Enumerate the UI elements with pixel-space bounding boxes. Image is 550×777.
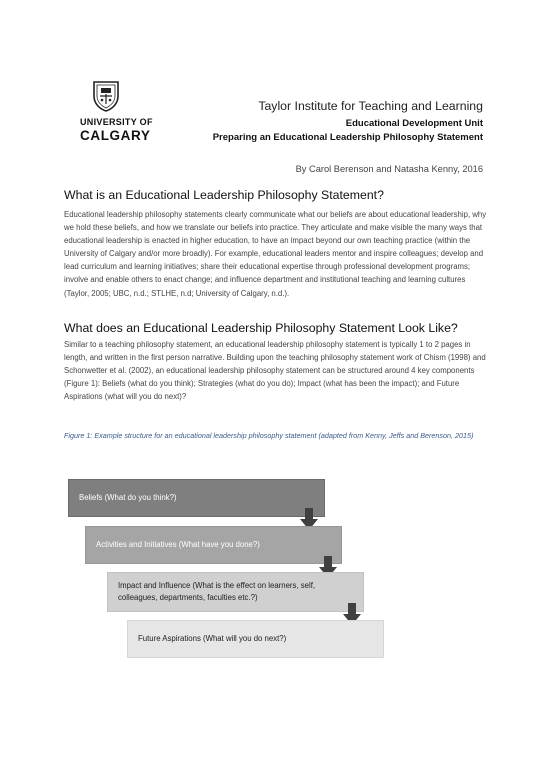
section2-paragraph: Similar to a teaching philosophy statement, an educational leadership philosophy statement is typically 1 to 2 pages in length, and written in the first person narrative. Building upon the teaching philosophy statement work of Chism (1998) and Schonwetter et al. (2002), an educational leadership philosophy statement can be structured around 4 key components (Figure 1): Beliefs (what do you think); Strategies (what do you do); Impact (what has been the impact); and Future Aspirations (what will you do next)?: [64, 340, 486, 402]
step-activities-label: Activities and Initiatives (What have you done?): [96, 540, 260, 549]
section1-paragraph: Educational leadership philosophy statements clearly communicate what our beliefs are about educational leadership, why we hold these beliefs, and how we translate our beliefs into practice. They articulate and make visible the many ways that educational leadership is enacted in higher education, to have an impact beyond our own teaching practice (within the University of Calgary and/or more broadly). For example, educational leaders mentor and inspire colleagues; develop and lead curriculum and learning initiatives; share their educational expertise through professional development programs; involve and enable others to enact change; and influence department and institutional teaching and learning cultures (Taylor, 2005; UBC, n.d.; STLHE, n.d; University of Calgary, n.d.).: [64, 210, 487, 298]
step-beliefs-box: [68, 479, 325, 517]
university-crest-icon: [92, 80, 120, 112]
section2-heading: What does an Educational Leadership Philosophy Statement Look Like?: [64, 321, 458, 335]
step-future-box: [127, 620, 384, 658]
section1-heading: What is an Educational Leadership Philosophy Statement?: [64, 188, 384, 202]
step-activities-box: [85, 526, 342, 564]
unit-name: Educational Development Unit: [345, 118, 483, 129]
institute-name: Taylor Institute for Teaching and Learning: [258, 99, 483, 113]
step-future-label: Future Aspirations (What will you do next?): [138, 634, 287, 643]
logo-text-line2: CALGARY: [80, 128, 151, 143]
step-impact-label: Impact and Influence (What is the effect on learners, self, colleagues, departments, faculties etc.?): [118, 581, 316, 602]
logo-text-line1: UNIVERSITY OF: [80, 117, 153, 127]
document-subtitle: Preparing an Educational Leadership Philosophy Statement: [212, 132, 483, 143]
university-logo: [80, 80, 153, 143]
step-beliefs-label: Beliefs (What do you think?): [79, 493, 177, 502]
author-byline: By Carol Berenson and Natasha Kenny, 2016: [295, 164, 483, 174]
step-impact-box: [107, 572, 364, 612]
figure-caption: Figure 1: Example structure for an educational leadership philosophy statement (adapted from Kenny, Jeffs and Berenson, 2015): [64, 431, 474, 440]
